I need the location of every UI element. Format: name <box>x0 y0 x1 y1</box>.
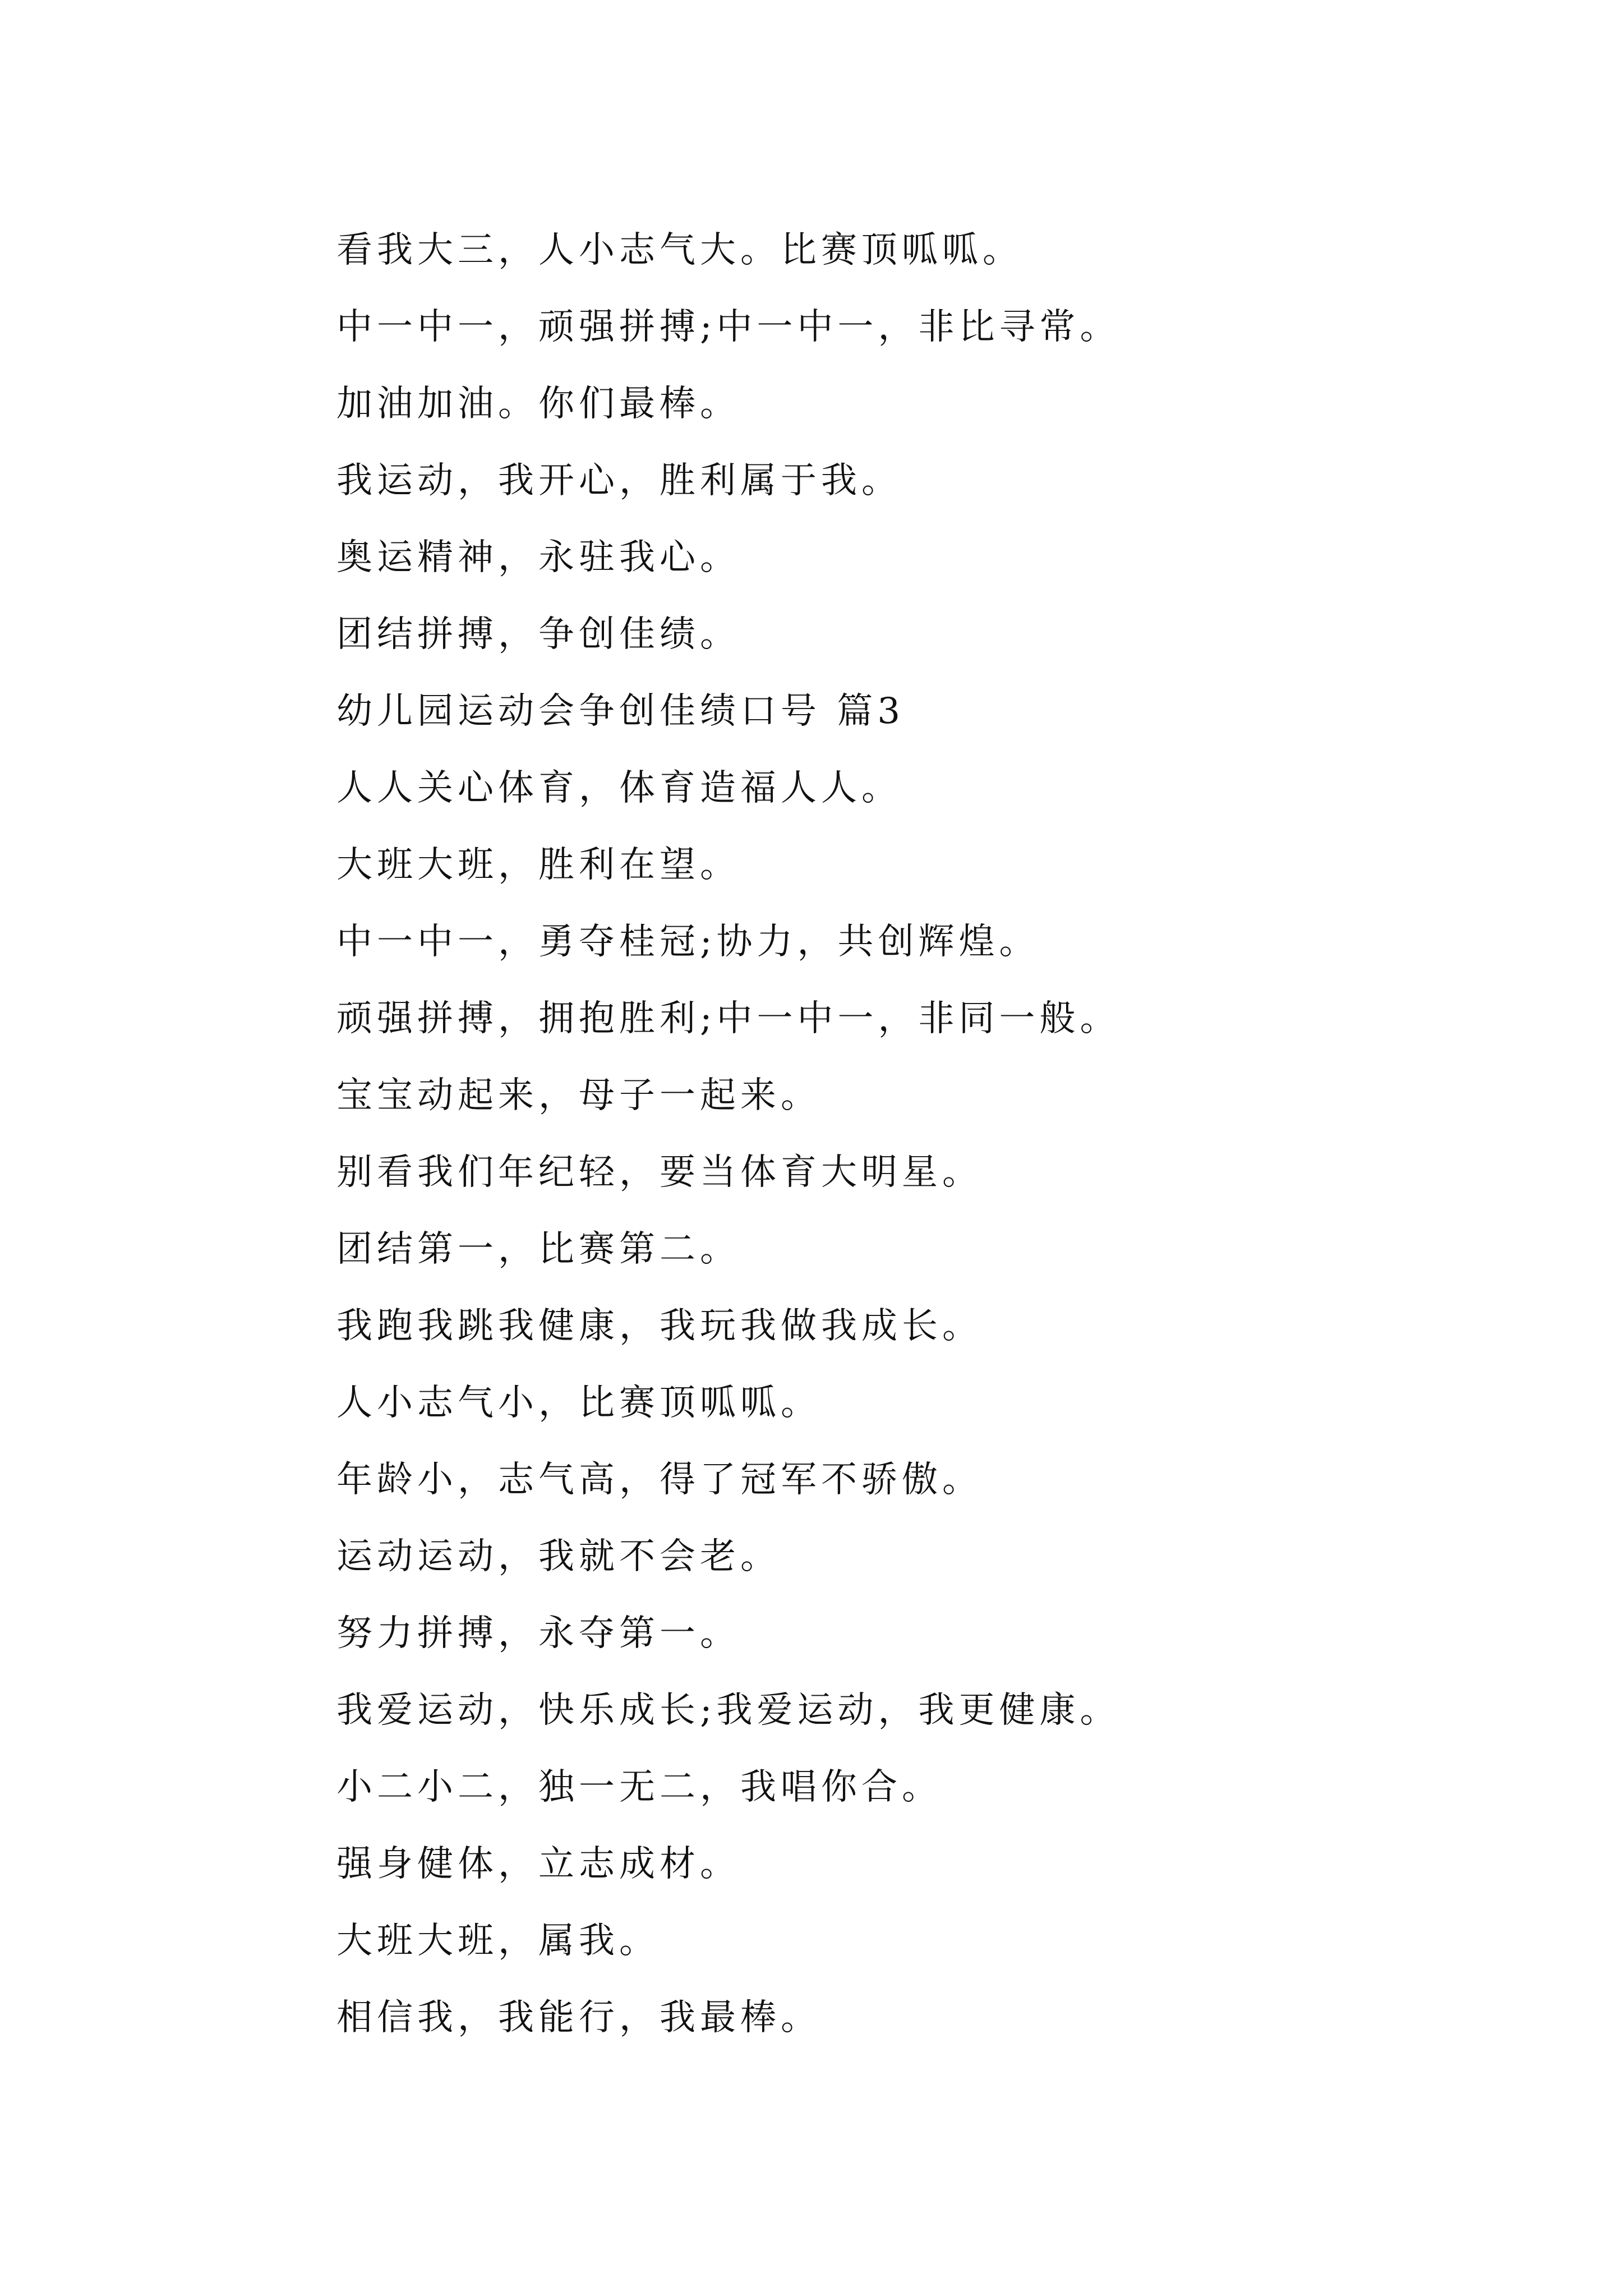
text-line: 奥运精神，永驻我心。 <box>336 537 740 578</box>
text-line: 小二小二，独一无二，我唱你合。 <box>336 1766 942 1808</box>
text-line: 人小志气小，比赛顶呱呱。 <box>336 1382 821 1424</box>
text-line: 人人关心体育，体育造福人人。 <box>336 767 902 809</box>
text-line: 宝宝动起来，母子一起来。 <box>336 1075 821 1116</box>
section-heading: 幼儿园运动会争创佳绩口号 篇3 <box>336 691 905 732</box>
text-line: 大班大班，属我。 <box>336 1920 660 1962</box>
text-line: 加油加油。你们最棒。 <box>336 383 740 425</box>
text-line: 别看我们年纪轻，要当体育大明星。 <box>336 1152 983 1193</box>
text-line: 团结第一，比赛第二。 <box>336 1228 740 1270</box>
text-line: 运动运动，我就不会老。 <box>336 1536 781 1577</box>
text-line: 我运动，我开心，胜利属于我。 <box>336 460 902 501</box>
text-line: 中一中一，顽强拼搏;中一中一，非比寻常。 <box>336 306 1121 348</box>
text-line: 顽强拼搏，拥抱胜利;中一中一，非同一般。 <box>336 998 1121 1039</box>
text-line: 团结拼搏，争创佳绩。 <box>336 614 740 655</box>
document-body <box>336 212 1514 2056</box>
text-line: 相信我，我能行，我最棒。 <box>336 1997 821 2039</box>
text-line: 年龄小，志气高，得了冠军不骄傲。 <box>336 1459 983 1501</box>
text-line: 强身健体，立志成材。 <box>336 1843 740 1885</box>
text-line: 中一中一，勇夺桂冠;协力，共创辉煌。 <box>336 921 1040 963</box>
text-line: 我跑我跳我健康，我玩我做我成长。 <box>336 1305 983 1347</box>
text-line: 努力拼搏，永夺第一。 <box>336 1613 740 1654</box>
text-line: 大班大班，胜利在望。 <box>336 844 740 886</box>
text-line: 看我大三，人小志气大。比赛顶呱呱。 <box>336 229 1023 271</box>
text-line: 我爱运动，快乐成长;我爱运动，我更健康。 <box>336 1690 1121 1731</box>
